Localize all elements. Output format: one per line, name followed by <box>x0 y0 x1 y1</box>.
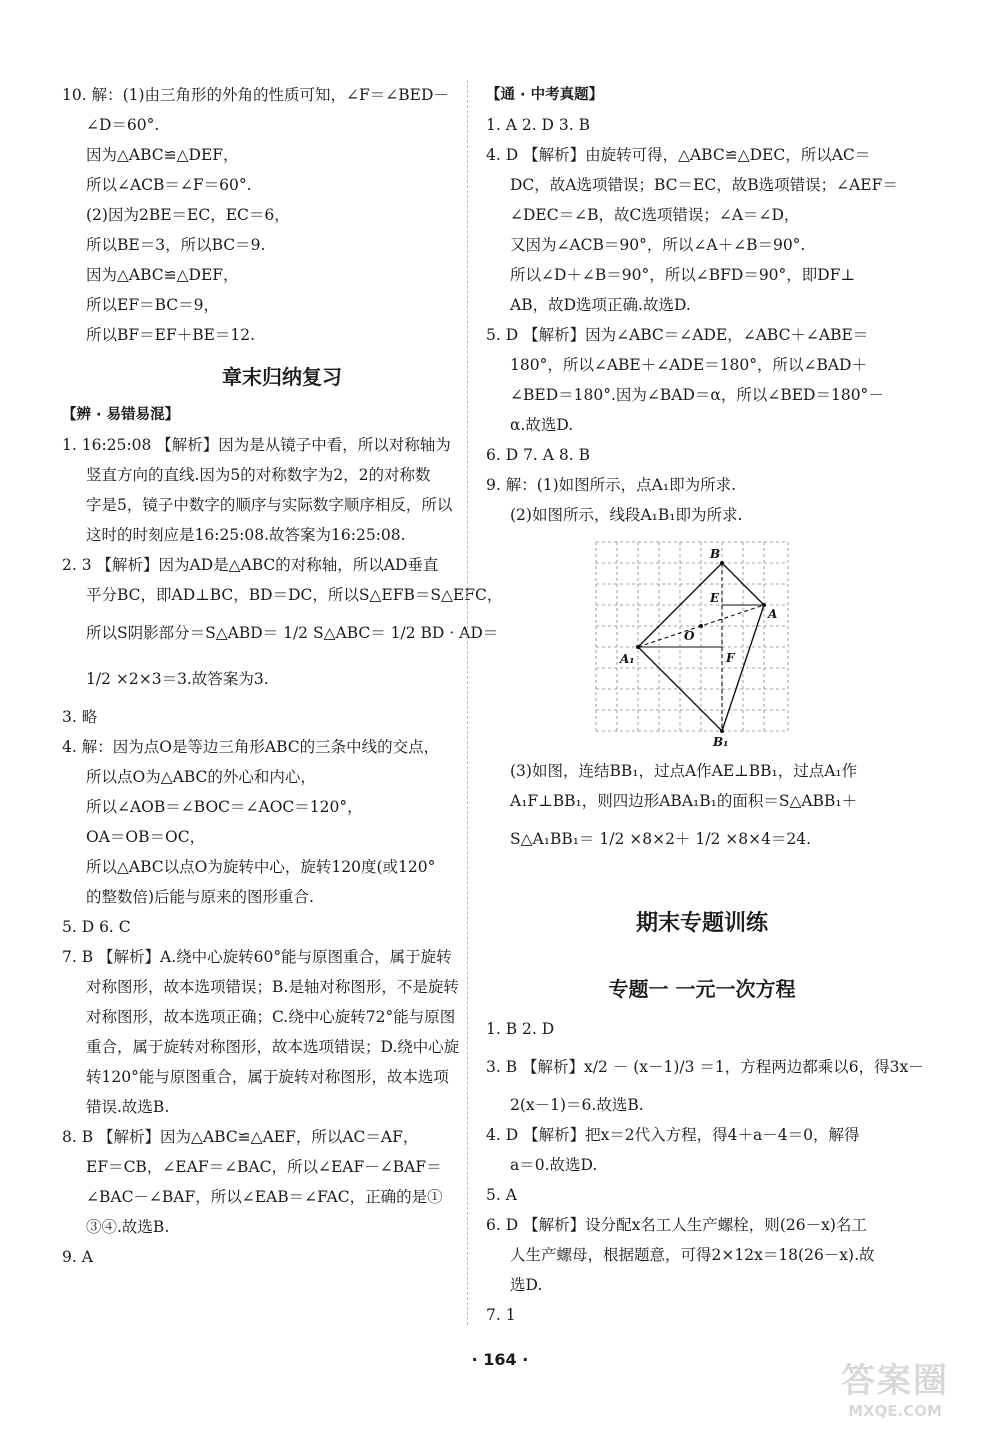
text-line: 1/2 ×2×3＝3.故答案为3. <box>86 670 269 688</box>
text-line: 对称图形，故本选项错误；B.是轴对称图形，不是旋转 <box>86 978 459 996</box>
page-number: · 164 · <box>471 1350 529 1369</box>
text-line: 所以点O为△ABC的外心和内心， <box>86 768 316 786</box>
text-line: 所以S阴影部分＝S△ABD＝ 1/2 S△ABC＝ 1/2 BD · AD＝ <box>86 624 499 642</box>
watermark-line1: 答案圈 <box>841 1361 949 1401</box>
text-line: 所以∠ACB＝∠F＝60°. <box>86 176 252 194</box>
label-A1: A₁ <box>620 652 635 666</box>
label-O: O <box>684 629 695 643</box>
sub-heading: 专题一 一元一次方程 <box>608 977 796 1001</box>
point-O <box>699 624 703 628</box>
text-line: EF＝CB，∠EAF＝∠BAC，所以∠EAF－∠BAF＝ <box>86 1158 442 1176</box>
point-A <box>762 603 766 607</box>
point-B <box>720 561 724 565</box>
text-line: 所以△ABC以点O为旋转中心，旋转120度(或120° <box>86 858 436 876</box>
watermark-logo <box>820 1353 970 1420</box>
grid-figure <box>592 538 792 750</box>
text-line: (2)如图所示，线段A₁B₁即为所求. <box>510 506 743 524</box>
text-line: 的整数倍)后能与原来的图形重合. <box>86 888 314 906</box>
section-heading: 【通 · 中考真题】 <box>486 87 604 103</box>
point-A1 <box>636 645 640 649</box>
text-line: 7. B 【解析】A.绕中心旋转60°能与原图重合，属于旋转 <box>62 948 452 966</box>
label-A: A <box>768 607 778 621</box>
text-line: ∠BED＝180°.因为∠BAD＝α，所以∠BED＝180°－ <box>510 386 884 404</box>
text-line: 2(x－1)＝6.故选B. <box>510 1096 644 1114</box>
label-B1: B₁ <box>713 735 729 749</box>
text-line: 字是5，镜子中数字的顺序与实际数字顺序相反，所以 <box>86 496 453 514</box>
text-line: ③④.故选B. <box>86 1218 170 1236</box>
text-line: 因为△ABC≌△DEF， <box>86 146 239 164</box>
text-line: 1. 16:25:08 【解析】因为是从镜子中看，所以对称轴为 <box>62 436 451 454</box>
left-column <box>62 80 502 1272</box>
text-line: 选D. <box>510 1276 543 1294</box>
text-line: α.故选D. <box>510 416 574 434</box>
text-line: 10. 解：(1)由三角形的外角的性质可知，∠F＝∠BED－ <box>62 86 449 104</box>
column-divider <box>467 80 468 1325</box>
text-line: ∠D＝60°. <box>86 116 160 134</box>
text-line: 180°，所以∠ABE＋∠ADE＝180°，所以∠BAD＋ <box>510 356 867 374</box>
text-line: 4. D 【解析】把x＝2代入方程，得4＋a－4＝0，解得 <box>486 1126 860 1144</box>
text-line: 所以∠AOB＝∠BOC＝∠AOC＝120°， <box>86 798 363 816</box>
text-line: 4. 解：因为点O是等边三角形ABC的三条中线的交点， <box>62 738 440 756</box>
text-line: 平分BC，即AD⊥BC，BD＝DC，所以S△EFB＝S△EFC， <box>86 586 503 604</box>
text-line: S△A₁BB₁＝ 1/2 ×8×2＋ 1/2 ×8×4＝24. <box>510 830 812 848</box>
text-line: 6. D 【解析】设分配x名工人生产螺栓，则(26－x)名工 <box>486 1216 867 1234</box>
text-line: 1. A 2. D 3. B <box>486 116 591 134</box>
right-lines-after-figure <box>486 756 924 1330</box>
right-column <box>486 80 924 1330</box>
text-line: 所以∠D＋∠B＝90°，所以∠BFD＝90°，即DF⊥ <box>510 266 856 284</box>
right-lines-before-figure <box>486 80 918 530</box>
text-line: A₁F⊥BB₁，则四边形ABA₁B₁的面积＝S△ABB₁＋ <box>510 792 858 810</box>
text-line: 重合，属于旋转对称图形，故本选项错误；D.绕中心旋 <box>86 1038 460 1056</box>
text-line: 这时的时刻应是16:25:08.故答案为16:25:08. <box>86 526 406 544</box>
watermark-line2: MXQE.COM <box>848 1402 942 1420</box>
text-line: a＝0.故选D. <box>510 1156 598 1174</box>
text-line: 4. D 【解析】由旋转可得，△ABC≌△DEC，所以AC＝ <box>486 146 871 164</box>
quadrilateral-diagram <box>592 538 792 750</box>
text-line: (3)如图，连结BB₁，过点A作AE⊥BB₁，过点A₁作 <box>510 762 858 780</box>
text-line: 人生产螺母，根据题意，可得2×12x＝18(26－x).故 <box>510 1246 875 1264</box>
text-line: 错误.故选B. <box>86 1098 170 1116</box>
text-line: 9. 解：(1)如图所示，点A₁即为所求. <box>486 476 737 494</box>
text-line: 5. A <box>486 1186 517 1204</box>
text-line: 8. B 【解析】因为△ABC≌△AEF，所以AC＝AF， <box>62 1128 419 1146</box>
text-line: AB，故D选项正确.故选D. <box>510 296 691 314</box>
text-line: 因为△ABC≌△DEF， <box>86 266 239 284</box>
point-B1 <box>720 729 724 733</box>
text-line: 所以BE＝3，所以BC＝9. <box>86 236 266 254</box>
text-line: ∠BAC－∠BAF，所以∠EAB＝∠FAC，正确的是① <box>86 1188 443 1206</box>
text-line: 竖直方向的直线.因为5的对称数字为2，2的对称数 <box>86 466 431 484</box>
text-line: 3. B 【解析】x/2 － (x－1)/3 ＝1，方程两边都乘以6，得3x－ <box>486 1058 924 1076</box>
text-line: 转120°能与原图重合，属于旋转对称图形，故本选项 <box>86 1068 449 1086</box>
text-line: (2)因为2BE＝EC，EC＝6， <box>86 206 290 224</box>
chapter-heading: 章末归纳复习 <box>222 365 342 389</box>
text-line: 7. 1 <box>486 1306 516 1324</box>
text-line: 5. D 6. C <box>62 918 131 936</box>
big-heading: 期末专题训练 <box>635 911 768 936</box>
text-line: OA＝OB＝OC， <box>86 828 206 846</box>
text-line: 3. 略 <box>62 708 98 726</box>
text-line: 6. D 7. A 8. B <box>486 446 591 464</box>
text-line: ∠DEC＝∠B，故C选项错误；∠A＝∠D， <box>510 206 800 224</box>
text-line: 对称图形，故本选项正确；C.绕中心旋转72°能与原图 <box>86 1008 456 1026</box>
text-line: 所以EF＝BC＝9， <box>86 296 219 314</box>
label-B: B <box>710 547 721 561</box>
label-E: E <box>710 591 720 605</box>
text-line: DC，故A选项错误；BC＝EC，故B选项错误；∠AEF＝ <box>510 176 898 194</box>
section-heading: 【辨 · 易错易混】 <box>62 407 180 423</box>
text-line: 5. D 【解析】因为∠ABC＝∠ADE，∠ABC＋∠ABE＝ <box>486 326 869 344</box>
text-line: 2. 3 【解析】因为AD是△ABC的对称轴，所以AD垂直 <box>62 556 439 574</box>
text-line: 9. A <box>62 1248 93 1266</box>
text-line: 1. B 2. D <box>486 1020 555 1038</box>
text-line: 所以BF＝EF＋BE＝12. <box>86 326 256 344</box>
label-F: F <box>726 651 735 665</box>
text-line: 又因为∠ACB＝90°，所以∠A＋∠B＝90°. <box>510 236 806 254</box>
